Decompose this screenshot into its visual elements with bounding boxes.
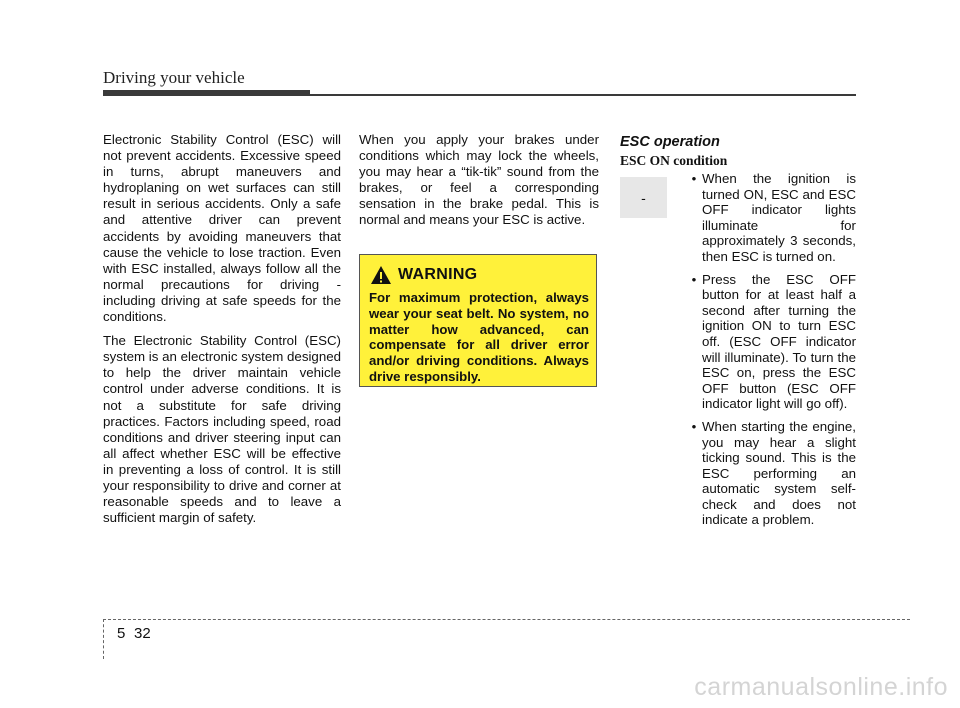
paragraph: The Electronic Stability Control (ESC) system is an electronic system designed to help the driver maintain vehicle control under adverse conditions. It is not a substitute for safe driving practices. Factors including speed, road conditions and driver steering input can all affect whether ESC will be effective in preventing a loss of control. It is still your responsibility to drive and corner at reasonable speeds and to leave a sufficient margin of safety. [103,333,341,526]
subsection-title: ESC ON condition [620,153,728,168]
warning-title: WARNING [398,266,478,283]
section-title: ESC operation [620,134,720,150]
column-left [103,132,341,534]
warning-text: For maximum protection, always wear your seat belt. No system, no matter how advanced, can compensate for all driver error and/or driving conditions. Always drive responsibly. [369,290,589,384]
warning-heading [370,265,477,285]
watermark: carmanualsonline.info [694,673,948,701]
list-item: • When starting the engine, you may hear a slight ticking sound. This is the ESC performing an automatic system self-check and does not indicate a problem. [674,419,856,528]
footer-dashed-rule [103,619,910,620]
list-item: • Press the ESC OFF button for at least half a second after turning the ignition ON to turn ESC off. (ESC OFF indicator will illuminate). To turn the ESC on, press the ESC OFF button (ESC OFF indicator light will go off). [674,272,856,412]
footer-chapter-number: 5 [117,625,126,642]
list-item: • When the ignition is turned ON, ESC and ESC OFF indicator lights illuminate for approximately 3 seconds, then ESC is turned on. [674,171,856,265]
footer-vertical-dash [103,619,104,659]
warning-triangle-icon [370,265,392,285]
column-middle [359,132,599,237]
esc-bullet-list [674,171,856,535]
paragraph: When you apply your brakes under conditions which may lock the wheels, you may hear a “tik-tik” sound from the brakes, or feel a corresponding sensation in the brake pedal. This is normal and means your ESC is active. [359,132,599,228]
page-header-title: Driving your vehicle [103,68,245,87]
header-rule-thick [103,90,310,96]
paragraph: Electronic Stability Control (ESC) will not prevent accidents. Excessive speed in turns, abrupt maneuvers and hydroplaning on wet surfaces can still result in serious accidents. Only a safe and attentive driver can prevent accidents by avoiding maneuvers that cause the vehicle to lose traction. Even with ESC installed, always follow all the normal precautions for driving - including driving at safe speeds for the conditions. [103,132,341,325]
indicator-image-placeholder: - [620,177,667,218]
warning-box [359,254,597,387]
footer-page-number: 32 [134,625,151,642]
header-rule-thin [310,94,856,96]
